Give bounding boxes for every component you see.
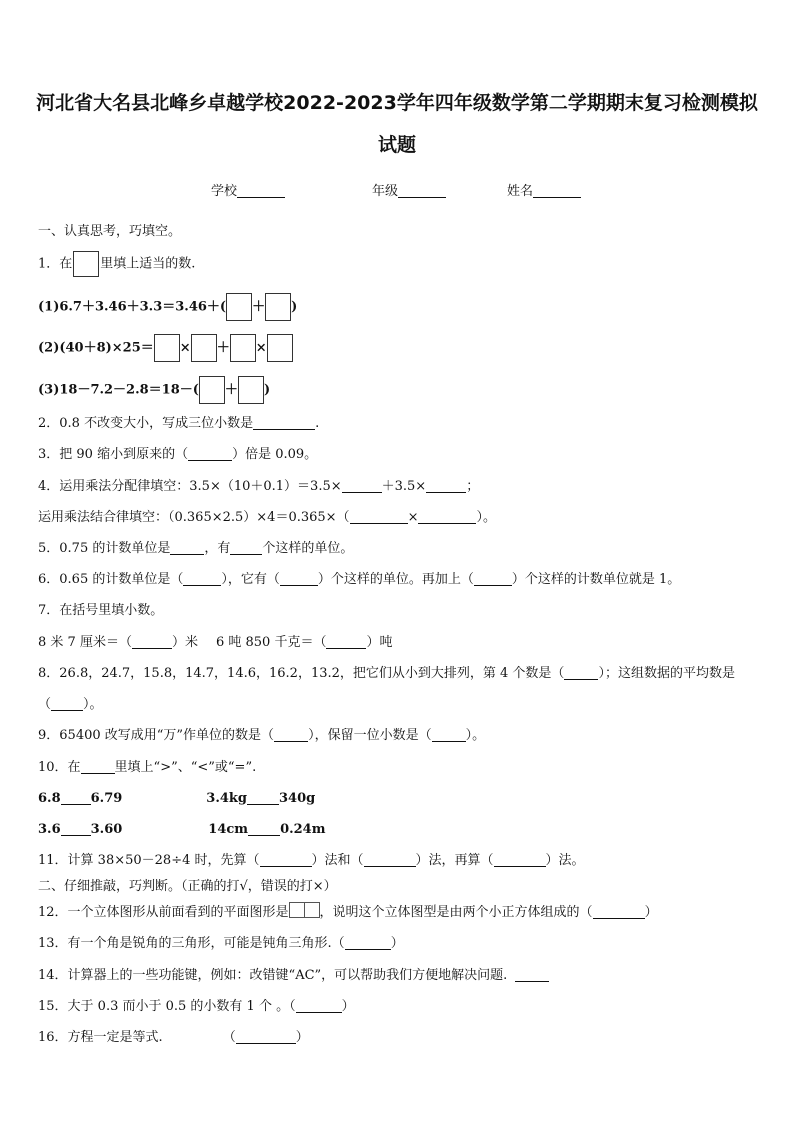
answer-blank[interactable] <box>260 852 312 867</box>
section1-heading: 一、认真思考，巧填空。 <box>38 224 182 239</box>
q10-text: 10．在 <box>38 760 81 775</box>
question-10-row2 <box>38 819 325 841</box>
answer-blank[interactable] <box>247 790 279 805</box>
answer-blank[interactable] <box>274 727 308 742</box>
q1-text-pre: 1．在 <box>38 256 73 272</box>
answer-blank[interactable] <box>564 665 598 680</box>
question-4b <box>38 507 496 529</box>
answer-blank <box>81 759 115 774</box>
question-13 <box>38 933 404 955</box>
q16-open: （ <box>222 1030 236 1045</box>
answer-blank[interactable] <box>296 998 342 1013</box>
grade-label: 年级 <box>372 184 399 199</box>
question-7b <box>38 632 392 654</box>
q6-text-end: ）个这样的计数单位就是 1。 <box>511 572 681 587</box>
q12-text-mid: ，说明这个立体图型是由两个小正方体组成的（ <box>319 905 593 920</box>
answer-blank[interactable] <box>494 852 546 867</box>
question-3 <box>38 444 317 466</box>
exam-title-line2: 试题 <box>377 134 416 156</box>
school-field <box>211 180 285 199</box>
answer-blank[interactable] <box>418 509 476 524</box>
q11-text-mid2: ）法，再算（ <box>415 853 494 868</box>
grade-blank[interactable] <box>398 183 446 198</box>
answer-box[interactable] <box>230 334 256 362</box>
q2-period: . <box>315 416 320 431</box>
q10-text-end: 里填上“>”、“<”或“=”. <box>114 760 257 775</box>
question-10-row1 <box>38 788 315 810</box>
compare-right: 340g <box>279 791 316 806</box>
q9-text-end: ）。 <box>465 728 486 743</box>
answer-blank[interactable] <box>593 904 645 919</box>
q1-1-expression: (1)6.7＋3.46＋3.3＝3.46＋( <box>38 299 227 315</box>
answer-box[interactable] <box>191 334 217 362</box>
q8-text-end: ）；这组数据的平均数是 <box>598 666 735 681</box>
question-6 <box>38 569 680 591</box>
q4b-text: 运用乘法结合律填空：（0.365×2.5）×4＝0.365×（ <box>38 510 350 525</box>
q15-close: ） <box>341 999 355 1014</box>
q5-text-end: 个这样的单位。 <box>262 541 354 556</box>
answer-blank[interactable] <box>188 446 232 461</box>
q7b-unit: ）米 <box>171 635 198 650</box>
answer-blank[interactable] <box>236 1029 296 1044</box>
question-9 <box>38 725 485 747</box>
q11-text-mid1: ）法和（ <box>311 853 364 868</box>
answer-blank[interactable] <box>345 935 391 950</box>
compare-right: 3.60 <box>90 822 123 837</box>
question-1-2 <box>38 334 293 362</box>
answer-blank[interactable] <box>230 540 262 555</box>
q1-text-post: 里填上适当的数. <box>100 256 196 272</box>
question-4 <box>38 476 479 498</box>
times-sign: × <box>179 340 191 356</box>
answer-blank[interactable] <box>515 967 549 982</box>
q3-text: 3．把 90 缩小到原来的（ <box>38 447 189 462</box>
answer-blank[interactable] <box>61 790 91 805</box>
q7b-text2: 6 吨 850 千克＝（ <box>215 635 327 650</box>
section2-heading: 二、仔细推敲，巧判断。（正确的打√，错误的打×） <box>38 879 337 894</box>
q5-text: 5．0.75 的计数单位是 <box>38 541 171 556</box>
q9-text: 9．65400 改写成用“万”作单位的数是（ <box>38 728 275 743</box>
answer-box[interactable] <box>267 334 293 362</box>
answer-blank[interactable] <box>51 696 83 711</box>
plus-sign: ＋ <box>252 299 266 315</box>
compare-left: 3.6 <box>38 822 61 837</box>
question-10 <box>38 757 256 779</box>
q12-close: ） <box>644 905 658 920</box>
q11-text-end: ）法。 <box>545 853 585 868</box>
q16-text: 16．方程一定是等式. <box>38 1030 163 1045</box>
times-sign: × <box>255 340 267 356</box>
q4b-times: × <box>407 510 419 525</box>
answer-blank[interactable] <box>248 821 280 836</box>
answer-blank[interactable] <box>170 540 204 555</box>
q4-text-mid: ＋3.5× <box>381 479 427 494</box>
q6-text-mid2: ）个这样的单位。再加上（ <box>317 572 474 587</box>
compare-right: 6.79 <box>90 791 123 806</box>
q9-text-mid: ），保留一位小数是（ <box>308 728 432 743</box>
answer-blank[interactable] <box>350 509 408 524</box>
q1-3-expression: (3)18－7.2－2.8＝18－( <box>38 382 199 398</box>
compare-right: 0.24m <box>280 822 326 837</box>
question-11 <box>38 850 585 872</box>
q6-text-mid1: ），它有（ <box>221 572 280 587</box>
cube-front-view-icon <box>305 902 320 918</box>
answer-blank[interactable] <box>426 478 466 493</box>
close-paren: ) <box>291 299 298 315</box>
plus-sign: ＋ <box>224 382 238 398</box>
question-15 <box>38 996 355 1018</box>
compare-left: 3.4kg <box>206 791 248 806</box>
answer-blank[interactable] <box>342 478 382 493</box>
question-14 <box>38 965 549 987</box>
answer-blank[interactable] <box>326 634 366 649</box>
q13-text: 13．有一个角是锐角的三角形，可能是钝角三角形.（ <box>38 936 345 951</box>
answer-blank[interactable] <box>183 571 221 586</box>
q4b-text-end: ）。 <box>476 510 496 525</box>
question-7: 7．在括号里填小数。 <box>38 603 164 618</box>
question-1-3 <box>38 376 270 404</box>
q16-close: ） <box>295 1030 309 1045</box>
q14-text: 14．计算器上的一些功能键，例如：改错键“AC”，可以帮助我们方便地解决问题. <box>38 968 508 983</box>
grade-field <box>372 180 446 199</box>
answer-blank[interactable] <box>432 727 466 742</box>
school-blank[interactable] <box>237 183 285 198</box>
q5-text-mid: ，有 <box>204 541 231 556</box>
answer-blank[interactable] <box>253 415 315 430</box>
answer-blank[interactable] <box>474 571 512 586</box>
name-blank[interactable] <box>533 183 581 198</box>
answer-blank[interactable] <box>132 634 172 649</box>
answer-box[interactable] <box>238 376 264 404</box>
answer-box[interactable] <box>154 334 180 362</box>
school-label: 学校 <box>211 184 238 199</box>
question-8b <box>38 694 103 716</box>
question-1-1 <box>38 293 297 321</box>
answer-box[interactable] <box>73 251 99 277</box>
q15-text: 15．大于 0.3 而小于 0.5 的小数有 1 个 。（ <box>38 999 296 1014</box>
question-8 <box>38 663 735 685</box>
question-1 <box>38 251 195 277</box>
q11-text: 11．计算 38×50－28÷4 时，先算（ <box>38 853 260 868</box>
question-5 <box>38 538 353 560</box>
q4-text: 4．运用乘法分配律填空：3.5×（10＋0.1）＝3.5× <box>38 479 342 494</box>
q8-text: 8．26.8，24.7，15.8，14.7，14.6，16.2，13.2，把它们从小到大排列，第 4 个数是（ <box>38 666 565 681</box>
name-label: 姓名 <box>507 184 534 199</box>
q8b-open: （ <box>38 697 52 712</box>
q12-text: 12．一个立体图形从前面看到的平面图形是 <box>38 905 289 920</box>
q8b-close: ）。 <box>83 697 103 712</box>
q7b-text: 8 米 7 厘米＝（ <box>38 635 132 650</box>
answer-box[interactable] <box>226 293 252 321</box>
q13-close: ） <box>390 936 404 951</box>
question-2 <box>38 413 319 435</box>
answer-box[interactable] <box>199 376 225 404</box>
answer-blank[interactable] <box>280 571 318 586</box>
q7b-unit2: ）吨 <box>366 635 393 650</box>
answer-blank[interactable] <box>61 821 91 836</box>
close-paren: ) <box>263 382 271 398</box>
q4-text-end: ； <box>466 479 480 494</box>
compare-left: 14cm <box>208 822 249 837</box>
cube-front-view-icon <box>289 902 305 918</box>
question-12 <box>38 902 658 924</box>
q1-2-expression: (2)(40＋8)×25＝ <box>38 340 154 356</box>
compare-left: 6.8 <box>38 791 61 806</box>
answer-blank[interactable] <box>364 852 416 867</box>
q3-text-end: ）倍是 0.09。 <box>232 447 318 462</box>
q6-text: 6．0.65 的计数单位是（ <box>38 572 184 587</box>
question-16 <box>38 1027 309 1049</box>
q2-text: 2．0.8 不改变大小，写成三位小数是 <box>38 416 254 431</box>
exam-title: 河北省大名县北峰乡卓越学校2022-2023学年四年级数学第二学期期末复习检测模拟 <box>36 92 758 114</box>
answer-box[interactable] <box>265 293 291 321</box>
name-field <box>507 180 581 199</box>
plus-sign: ＋ <box>216 340 230 356</box>
